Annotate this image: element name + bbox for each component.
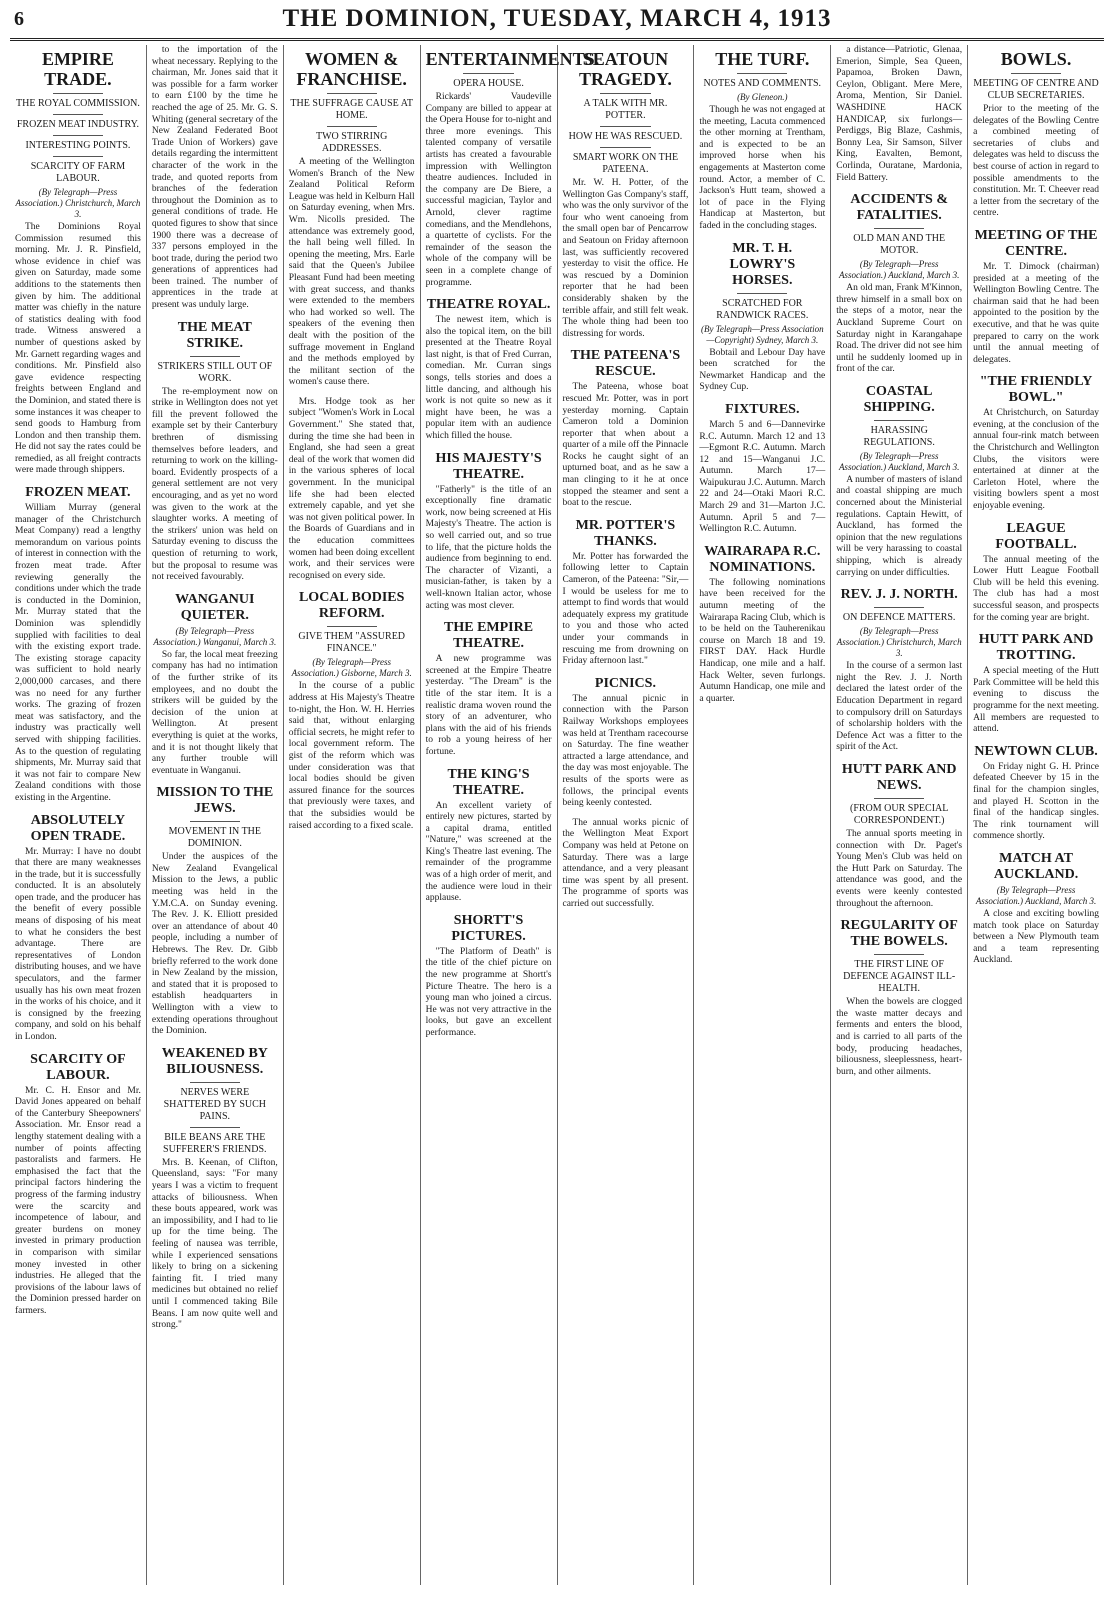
newspaper-title: THE DOMINION, TUESDAY, MARCH 4, 1913 [282, 5, 832, 32]
article-body: Mr. Potter has forwarded the following letter to Captain Cameron, of the Pateena: "Sir,—I would be useless for me to attempt to find words that would adequately express my gratitude to you and those who acted under your commands in rescuing me from drowning on Friday afternoon last." [562, 551, 689, 667]
article-body: William Murray (general manager of the Christchurch Meat Company) read a lengthy memorandum on various points of interest in connection with the frozen meat trade. After reviewing generally the conditions under which the trade is conducted in the Dominion, Mr. Murray stated that the Dominion was splendidly supplied with facilities to deal with the existing export trade. The existing storage capacity was sufficient to hold nearly 2,000,000 carcases, and there was no need for any further works. The grazing of frozen meat was satisfactory, and the industry was practically well served with shipping facilities. As to the question of regulating shipments, Mr. Murray said that it was not fair to compare New Zealand conditions with those existing in the Argentine. [15, 503, 141, 803]
headline: WANGANUI QUIETER. [175, 591, 255, 623]
dateline: (By Telegraph—Press Association.) Christchurch, March 3. [836, 626, 962, 659]
article [426, 451, 552, 613]
divider [600, 126, 650, 127]
article [836, 762, 962, 910]
article [425, 49, 600, 289]
divider [53, 114, 103, 115]
divider [190, 1082, 240, 1083]
divider [327, 126, 377, 127]
headline: SHORTT'S PICTURES. [451, 912, 526, 944]
article [973, 49, 1099, 220]
subheadline: MOVEMENT IN THE DOMINION. [168, 826, 262, 850]
article-body: A special meeting of the Hutt Park Committee will be held this evening to discuss the programme for the next meeting. All members are requested to attend. [973, 666, 1099, 735]
headline: THE TURF. [715, 49, 810, 69]
article [426, 297, 552, 443]
headline: WOMEN & FRANCHISE. [296, 49, 407, 89]
article-body: The annual picnic in connection with the Parson Railway Workshops employees was held at Trentham racecourse on Saturday. The fine weather attracted a large attendance, and the day was most enjoyable. The results of the sports were as follows, the principal events being keenly contested. [562, 693, 689, 809]
subheadline: THE FIRST LINE OF DEFENCE AGAINST ILL-HEALTH. [843, 959, 956, 995]
divider [190, 356, 240, 357]
article [15, 485, 141, 804]
article-body: In the course of a sermon last night the Rev. J. J. North declared the latest order of the Education Department in regard to compulsory drill on Saturdays of scholarship holders with the Defence Act was a fitter to the spirit of the Act. [836, 661, 963, 753]
column-8 [968, 45, 1104, 1585]
article-body: So far, the local meat freezing company has had no intimation of the further strike of its employees, and no doubt the strikers will be guided by the decision of the union at Wellington. At present everything is quiet at the works, and it is not thought likely that any further trouble will eventuate in Wanganui. [151, 649, 278, 776]
divider [327, 626, 377, 627]
subheadline: HOW HE WAS RESCUED. [568, 131, 683, 142]
article [426, 767, 552, 905]
dateline: (By Gleneon.) [737, 92, 788, 102]
headline: MR. POTTER'S THANKS. [575, 517, 676, 549]
divider [874, 954, 924, 955]
column-2 [147, 45, 284, 1585]
article-body: Mr. W. H. Potter, of the Wellington Gas Company's staff, who was the only survivor of the four who went canoeing from the small open bar of Pencarrow and Seatoun on Friday afternoon last, was sufficiently recovered yesterday to visit the office. He was rescued by a Dominion reporter that he had been considerably shaken by the terrible affair, and still felt weak. The whole thing had been too distressing for words. [562, 178, 689, 339]
article-body: The annual meeting of the Lower Hutt League Football Club will be held this evening. The club has had a most successful season, and prospects for the coming year are bright. [973, 554, 1099, 623]
divider [53, 135, 103, 136]
article [973, 851, 1099, 967]
divider [190, 1127, 240, 1128]
article [563, 348, 689, 510]
subheadline: THE SUFFRAGE CAUSE AT HOME. [290, 98, 413, 121]
article-body: A meeting of the Wellington Women's Branch of the New Zealand Political Reform League was held in Kelburn Hall on Saturday evening, when Mrs. Wm. Nicolls presided. The attendance was extremely good, the hall being well filled. In opening the meeting, Mrs. Earle said that the Queen's Jubilee Pleasant Fund had been meeting with great success, and thanks were extended to the members who had worked so well. The speakers of the evening then dealt with the position of the suffrage movement in England and the methods employed by the militant section of the women's cause there. [288, 157, 415, 388]
article-body: "Fatherly" is the title of an exceptionally fine dramatic work, now being screened at His Majesty's Theatre. The action is so well carried out, and so true to life, that the picture holds the audience from beginning to end. The character of Vizanti, a musician-father, is taken by a well-known Italian actor, whose acting was most clever. [425, 484, 552, 611]
divider [53, 156, 103, 157]
dateline: (By Telegraph—Press Association.) Wanganui, March 3. [153, 625, 277, 647]
dateline: (By Telegraph—Press Association.) Christchurch, March 3. [15, 187, 141, 219]
article-body: Mrs. B. Keenan, of Clifton, Queensland, says: "For many years I was a victim to frequent attacks of biliousness. When these bouts appeared, work was an impossibility, and I had to lie up for the time being. The feeling of nausea was terrible, while I experienced sensations likely to bring on a sickening fainting fit. I tried many medicines but obtained no relief until I commenced taking Bile Beans. I am now quite well and strong." [151, 1157, 278, 1331]
divider [600, 147, 650, 148]
article [15, 1052, 141, 1318]
article-body: Under the auspices of the New Zealand Evangelical Mission to the Jews, a public meeting was held in the Y.M.C.A. on Sunday evening. The Rev. J. K. Elliott presided over an attendance of about 40 people, including a number of Hebrews. The Rev. Dr. Gibb briefly referred to the work done in New Zealand by the mission, and stated that it is proposed to establish headquarters in Wellington with a view to extending operations throughout the Dominion. [151, 852, 278, 1037]
headline: REGULARITY OF THE BOWELS. [840, 918, 958, 950]
subheadline: GIVE THEM "ASSURED FINANCE." [298, 631, 406, 655]
subheadline: OPERA HOUSE. [453, 78, 524, 89]
article-body: The re-employment now on strike in Wellington does not yet fill the prevent followed the example set by their Canterbury brethren of dismissing themselves before leaders, and returning to work on the killing-board. Evidently prospects of a general settlement are not very encouraging, and as yet no word was given to the work at the slaughter works. A meeting of the strikers' union was held on Saturday evening to discuss the question of returning to work, but the proposal to resume was not received favourably. [151, 386, 278, 583]
article [563, 518, 689, 668]
article [289, 590, 415, 832]
article-body: Though he was not engaged at the meeting, Lacuta commenced the other morning at Trentham, and is expected to be an improved horse when his engagements at Masterton come round. Actor, a member of C. Jackson's Hutt team, showed a lot of pace in the Flying Handicap at Masterton, but faded in the concluding stages. [699, 105, 826, 231]
article-body: A new programme was screened at the Empire Theatre yesterday. "The Dream" is the title of the star item. It is a realistic drama woven round the story of an adventurer, who plans with the aid of his friends to rob a young heiress of her fortune. [425, 654, 552, 757]
newspaper-page [10, 0, 1104, 1590]
article-body: An excellent variety of entirely new pictures, started by a capital drama, entitled "Nature," was screened at the King's Theatre last evening. The remainder of the programme was of a high order of merit, and the audience were loud in their applause. [425, 800, 552, 904]
article [426, 620, 552, 758]
subheadline: STRIKERS STILL OUT OF WORK. [157, 360, 273, 384]
divider [53, 93, 103, 94]
article-body: Rickards' Vaudeville Company are billed to appear at the Opera House for to-night and three more evenings. This talented company of versatile artists has created a favourable impression with Wellington theatre audiences. Included in the company are De Biere, a successful magician, Taylor and Arnold, clever ragtime comedians, and the Mendlehons, a quartette of cyclists. For the remainder of the season the whole of the company will be seen in a complete change of programme. [425, 92, 552, 288]
headline: ABSOLUTELY OPEN TRADE. [30, 812, 126, 844]
article-body: The newest item, which is also the topical item, on the bill presented at the Theatre Royal last night, is that of Fred Curran, comedian. Mr. Curran sings songs, tells stories and does a little dancing, and although his work is not quite so new as it might have been, he was a popular item with an audience which filled the house. [425, 315, 552, 442]
article [699, 241, 825, 394]
article [152, 320, 278, 584]
article-body: A number of masters of island and coastal shipping are much concerned about the Ministerial regulations. Captain Hewitt, of Auckland, has formed the opinion that the new regulations will be very harassing to coastal shipping, which is already carrying on under difficulties. [836, 474, 963, 578]
article [836, 587, 962, 754]
subheadline: FROZEN MEAT INDUSTRY. [16, 119, 140, 130]
divider [600, 93, 650, 94]
article-body: Mr. T. Dimock (chairman) presided at a meeting of the Wellington Bowling Centre. The chairman said that he had been appointed to the position by the executive, and that he was quite prepared to carry on the work until the annual meeting of delegates. [973, 261, 1099, 365]
subheadline: MEETING OF CENTRE AND CLUB SECRETARIES. [973, 78, 1099, 101]
article [836, 918, 962, 1078]
headline: THE KING'S THEATRE. [447, 766, 530, 798]
headline: WEAKENED BY BILIOUSNESS. [161, 1045, 268, 1077]
column-1 [10, 45, 147, 1585]
article [699, 544, 825, 706]
article-body: Mr. Murray: I have no doubt that there are many weaknesses in the trade, but it is successfully conducted. It is an absolutely open trade, and the producer has the benefit of every possible means of disposing of his meat to what he considers the best advantage. There are representatives of London distributing houses, and we have speculators, and the farmer usually has his own meat frozen in the works of his choice, and it is consigned by the freezing company, and sold on his behalf in London. [15, 846, 141, 1042]
subheadline: HARASSING REGULATIONS. [863, 424, 935, 448]
headline: THE EMPIRE THEATRE. [444, 620, 534, 652]
article [563, 49, 689, 340]
article [152, 592, 278, 778]
subheadline: BILE BEANS ARE THE SUFFERER'S FRIENDS. [163, 1131, 267, 1155]
headline: HUTT PARK AND TROTTING. [978, 632, 1094, 664]
article [15, 49, 141, 477]
article-body: In the course of a public address at His Majesty's Theatre to-night, the Hon. W. H. Herries said that, without enlarging official secrets, he might refer to local government reform. The gist of the reform which was under consideration was that local bodies should be given assured finance for the sources that previously were taxes, and that the subsidies would be raised according to a fixed scale. [288, 681, 415, 831]
headline: FIXTURES. [725, 401, 800, 417]
subheadline: (FROM OUR SPECIAL CORRESPONDENT.) [850, 802, 949, 826]
article [973, 228, 1099, 366]
divider [874, 228, 924, 229]
article-body: The Dominions Royal Commission resumed this morning. Mr. J. R. Pinsfield, whose evidence in chief was given on Saturday, made some additions to the statements then given by him. The additional matter was chiefly in the nature of statistics dealing with food trade. Witness answered a number of questions asked by Mr. Garnett regarding wages and conditions. Mr. Pinsfield also gave evidence respecting freights between England and the Dominion, and stated there is some instances it was cheaper to send goods to Hamburg from London and then tranship them. He did not say the rates could be remedied, as all freight contracts were made through shippers. [15, 222, 141, 476]
masthead [10, 0, 1104, 41]
headline: WAIRARAPA R.C. NOMINATIONS. [704, 543, 821, 575]
article-body: The following nominations have been received for the autumn meeting of the Wairarapa Racing Club, which is to be held on the Tauherenikau course on March 18 and 19. FIRST DAY. Hack Hurdle Handicap, one mile and a half. Hack Welter, seven furlongs. Autumn Handicap, one mile and a quarter. [699, 577, 826, 704]
headline: PICNICS. [594, 675, 656, 691]
divider [874, 798, 924, 799]
headline: BOWLS. [1000, 49, 1072, 69]
article-body: An old man, Frank M'Kinnon, threw himself in a small box on the steps of a motor, near the Auckland Supreme Court on Saturday night in Karangahape Road. The driver did not see him until he suddenly loomed up in front of the car. [836, 283, 963, 375]
article [289, 397, 415, 583]
divider [737, 293, 787, 294]
article [836, 45, 962, 184]
article-body: a distance—Patriotic, Glenaa, Emerion, Simple, Sea Queen, Papamoa, Broken Dawn, Ceylon, Obligant. Mere Mere, Aroma, Mention, Sir Daniel. WASHDINE HACK HANDICAP, six furlongs—Perdiggs, Big Blaze, Cashmis, Bonny Lea, Sir Samson, Silver King, Eavalten, Bemont, Corlinda, Ouratane, Mardonia, Field Battery. [836, 45, 963, 183]
subheadline: INTERESTING POINTS. [25, 140, 131, 151]
dateline: (By Telegraph—Press Association.) Auckland, March 3. [838, 450, 960, 472]
headline: THE MEAT STRIKE. [177, 319, 252, 351]
article [563, 676, 689, 810]
article [563, 818, 689, 911]
headline: LEAGUE FOOTBALL. [995, 520, 1077, 552]
headline: SEATOUN TRAGEDY. [579, 49, 672, 89]
headline: LOCAL BODIES REFORM. [298, 590, 405, 622]
column-6 [694, 45, 831, 1585]
headline: ENTERTAINMENTS. [425, 49, 600, 69]
article-body: Bobtail and Lebour Day have been scratched for the Newmarket Handicap and the Sydney Cup. [699, 347, 826, 393]
column-4 [421, 45, 600, 1585]
headline: SCARCITY OF LABOUR. [30, 1051, 126, 1083]
divider [190, 821, 240, 822]
article [973, 374, 1099, 512]
article [152, 1046, 278, 1332]
article [699, 49, 825, 233]
article-body: The Pateena, whose boat rescued Mr. Potter, was in port yesterday morning. Captain Cameron told a Dominion reporter that when about a quarter of a mile off the Pinnacle Rocks he caught sight of an upturned boat, and as he saw a man clinging to it he at once stopped the steamer and sent a boat to the rescue. [562, 382, 689, 509]
columns-container [10, 45, 1104, 1585]
headline: THEATRE ROYAL. [426, 297, 551, 313]
article-body: Mrs. Hodge took as her subject "Women's Work in Local Government." She stated that, during the time she had been in England, she had seen a great deal of the work that women did in the various spheres of local government. In the municipal life she had been elected extremely capable, and yet she was not given political power. In the Boards of Guardians and in the education committees women had been doing excellent work, and their services were recognised on every side. [288, 396, 415, 581]
subheadline: NERVES WERE SHATTERED BY SUCH PAINS. [163, 1086, 267, 1122]
article [973, 744, 1099, 843]
divider [874, 420, 924, 421]
divider [463, 73, 513, 74]
page-number: 6 [14, 8, 24, 30]
divider [1011, 73, 1061, 74]
dateline: (By Telegraph—Press Association—Copyright) Sydney, March 3. [700, 323, 824, 345]
article-body: March 5 and 6—Dannevirke R.C. Autumn. March 12 and 13—Egmont R.C. Autumn. March 12 and 15—Wanganui J.C. Autumn. March 17—Waipukurau J.C. Autumn. March 22 and 24—Otaki Maori R.C. March 29 and 31—Marton J.C. Autumn. April 5 and 7—Wellington R.C. Autumn. [699, 419, 826, 535]
article [699, 402, 825, 536]
article-body: Mr. C. H. Ensor and Mr. David Jones appeared on behalf of the Canterbury Sheepowners' Association. Mr. Ensor read a lengthy statement dealing with a number of points affecting pastoralists and farmers. He emphasised the fact that the principal factors hindering the progress of the farming industry were the scarcity and incompetence of labour, and greater burdens on money invested in primary production in comparison with similar money invested in other industries. He alleged that the provisions of the labour laws of the Dominion pressed harder on farmers. [15, 1085, 141, 1316]
article [426, 913, 552, 1040]
article [15, 813, 141, 1044]
article-body: The annual sports meeting in connection with Dr. Paget's Young Men's Club was held on the Hutt Park on Saturday. The attendance was good, and the events were keenly contested throughout the afternoon. [836, 828, 963, 909]
column-5 [558, 45, 695, 1585]
article-body: to the importation of the wheat necessary. Replying to the chairman, Mr. Jones said that it was possible for a farm worker to earn £100 by the time he reached the age of 25. Mr. G. S. Whiting (general secretary of the New Zealand Federated Boot Trade Union of Workers) gave details regarding the intermittent character of the work in the trade, and quoted reports from branches of the federation throughout the Dominion as to general conditions of trade. He quoted figures to show that since 1900 there was a decrease of 337 persons employed in the boot trade, during the period two generations of apprentices had been trained. The number of apprentices in the trade at present was unduly large. [151, 45, 278, 311]
article [836, 384, 962, 579]
subheadline: TWO STIRRING ADDRESSES. [315, 131, 388, 154]
headline: NEWTOWN CLUB. [974, 743, 1098, 759]
article [836, 192, 962, 376]
headline: REV. J. J. NORTH. [840, 587, 958, 603]
subheadline: OLD MAN AND THE MOTOR. [853, 233, 946, 257]
headline: MEETING OF THE CENTRE. [974, 227, 1098, 259]
column-3 [284, 45, 421, 1585]
subheadline: NOTES AND COMMENTS. [703, 78, 822, 89]
dateline: (By Telegraph—Press Association.) Auckland, March 3. [975, 884, 1097, 906]
divider [737, 73, 787, 74]
article [289, 49, 415, 389]
headline: MISSION TO THE JEWS. [156, 785, 274, 817]
headline: HUTT PARK AND NEWS. [841, 761, 957, 793]
subheadline: THE ROYAL COMMISSION. [16, 98, 140, 109]
article [152, 785, 278, 1038]
headline: ACCIDENTS & FATALITIES. [850, 192, 948, 224]
dateline: (By Telegraph—Press Association.) Gisborne, March 3. [291, 657, 412, 679]
headline: HIS MAJESTY'S THEATRE. [435, 450, 542, 482]
article-body: "The Platform of Death" is the title of the chief picture on the new programme at Shortt's Picture Theatre. The hero is a young man who joined a circus. He was not very attractive in the looks, but gave an excellent performance. [425, 946, 552, 1038]
article-body: At Christchurch, on Saturday evening, at the conclusion of the annual four-rink match between the Christchurch and Wellington Clubs, the visitors were entertained at dinner at the Carleton Hotel, where the visiting bowlers spent a most enjoyable evening. [973, 408, 1099, 512]
headline: THE PATEENA'S RESCUE. [570, 348, 681, 380]
article [152, 45, 278, 312]
headline: FROZEN MEAT. [25, 485, 131, 501]
divider [327, 93, 377, 94]
article-body: On Friday night G. H. Prince defeated Cheever by 15 in the final for the champion singles, and played H. Scotton in the final of the handicap singles. The rink tournament will commence shortly. [973, 761, 1099, 842]
headline: EMPIRE TRADE. [41, 49, 114, 89]
headline: "THE FRIENDLY BOWL." [979, 374, 1093, 406]
subheadline: SMART WORK ON THE PATEENA. [572, 152, 679, 175]
article-body: When the bowels are clogged the waste matter decays and ferments and enters the blood, and is carried to all parts of the body, producing headaches, biliousness, sleeplessness, heart-burn, and other ailments. [836, 997, 963, 1077]
dateline: (By Telegraph—Press Association.) Auckland, March 3. [838, 259, 960, 281]
subheadline: SCARCITY OF FARM LABOUR. [30, 161, 126, 184]
headline: MR. T. H. LOWRY'S HORSES. [729, 240, 796, 288]
headline: COASTAL SHIPPING. [863, 383, 935, 415]
headline: MATCH AT AUCKLAND. [993, 850, 1079, 882]
article-body: A close and exciting bowling match took place on Saturday between a New Plymouth team and a team representing Auckland. [973, 908, 1099, 966]
subheadline: SCRATCHED FOR RANDWICK RACES. [716, 297, 809, 321]
subheadline: ON DEFENCE MATTERS. [842, 612, 956, 624]
article [973, 521, 1099, 625]
article [973, 632, 1099, 736]
article-body: Prior to the meeting of the delegates of the Bowling Centre a combined meeting of secretaries of clubs and delegates was held to discuss the best course of action in regard to possible amendments to the constitution. Mr. T. Cheever read a letter from the secretary of the centre. [973, 104, 1099, 219]
divider [874, 607, 924, 608]
column-7 [831, 45, 968, 1585]
subheadline: A TALK WITH MR. POTTER. [583, 98, 668, 121]
article-body: The annual works picnic of the Wellington Meat Export Company was held at Petone on Saturday. There was a large attendance, and a very pleasant time was spent by all present. The programme of sports was carried out successfully. [562, 817, 689, 909]
